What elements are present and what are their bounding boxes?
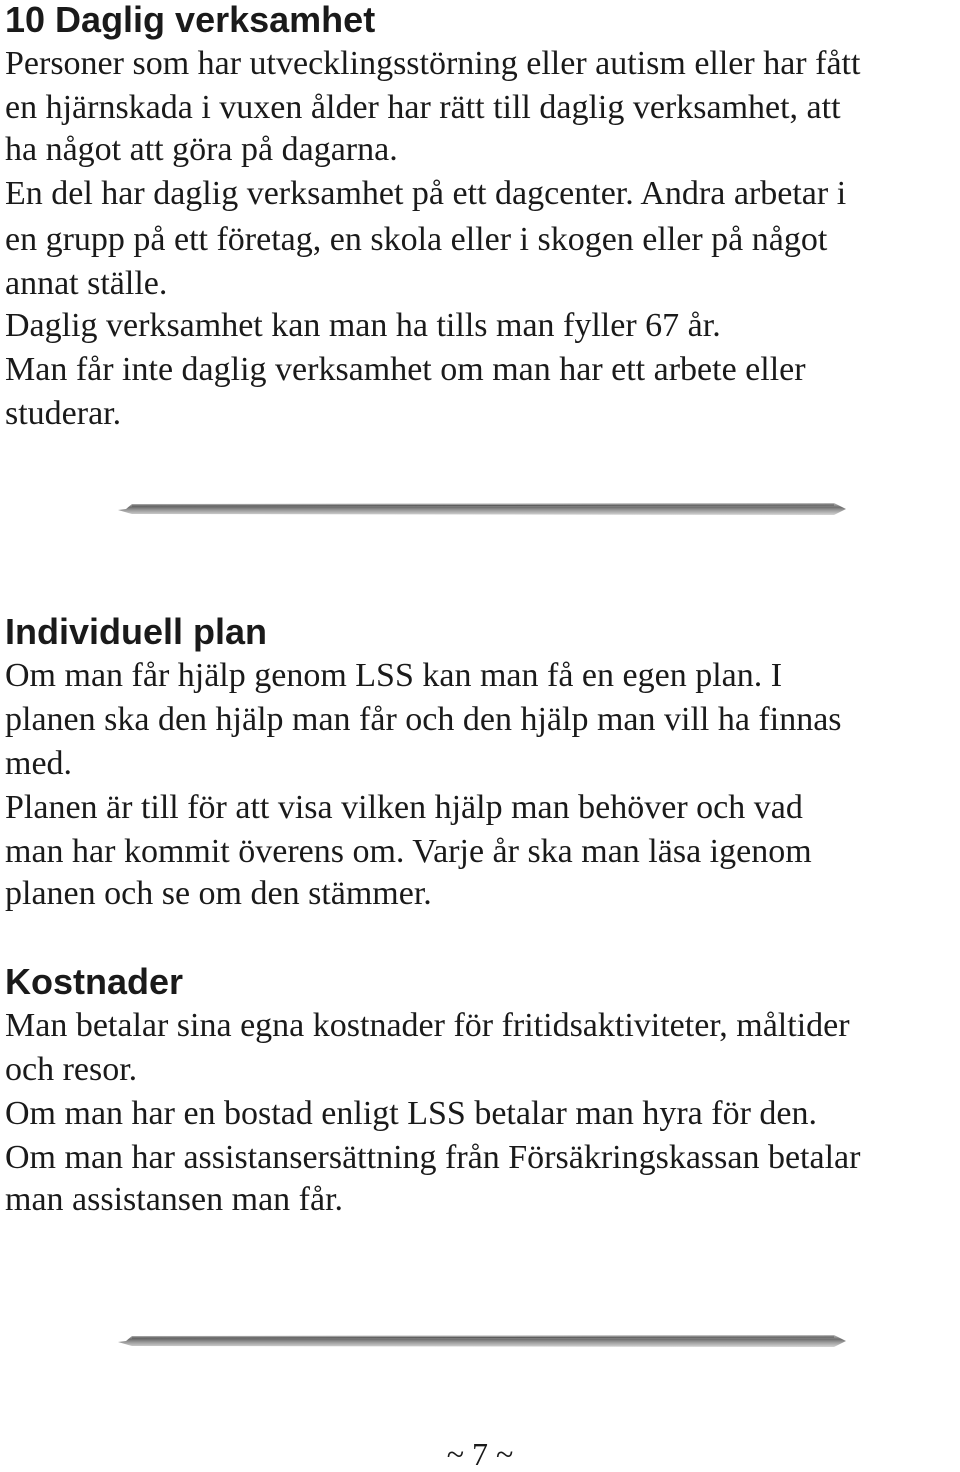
paragraph-line: man assistansen man får.: [5, 1181, 344, 1218]
paragraph-line: annat ställe.: [5, 265, 168, 302]
paragraph-line: En del har daglig verksamhet på ett dagcenter. Andra arbetar i: [5, 175, 847, 212]
paragraph-line: man har kommit överens om. Varje år ska man läsa igenom: [5, 833, 812, 870]
section-heading-kostnader: Kostnader: [5, 961, 184, 1002]
decorative-divider: [118, 1334, 846, 1348]
paragraph-line: Planen är till för att visa vilken hjälp man behöver och vad: [5, 789, 803, 826]
paragraph-line: Om man har assistansersättning från Försäkringskassan betalar: [5, 1139, 861, 1176]
paragraph-line: Personer som har utvecklingsstörning eller autism eller har fått: [5, 45, 861, 82]
page-number: ~ 7 ~: [446, 1436, 514, 1472]
paragraph-line: och resor.: [5, 1051, 138, 1088]
section-heading-individuell-plan: Individuell plan: [5, 611, 268, 652]
paragraph-line: Man betalar sina egna kostnader för fritidsaktiviteter, måltider: [5, 1007, 850, 1044]
paragraph-line: Om man får hjälp genom LSS kan man få en egen plan. I: [5, 657, 783, 694]
paragraph-line: Om man har en bostad enligt LSS betalar man hyra för den.: [5, 1095, 817, 1132]
paragraph-line: en hjärnskada i vuxen ålder har rätt till daglig verksamhet, att: [5, 89, 841, 126]
paragraph-line: planen ska den hjälp man får och den hjälp man vill ha finnas: [5, 701, 842, 738]
paragraph-line: en grupp på ett företag, en skola eller i skogen eller på något: [5, 221, 828, 258]
paragraph-line: med.: [5, 745, 73, 782]
section-heading-daglig-verksamhet: 10 Daglig verksamhet: [5, 0, 376, 40]
paragraph-line: Daglig verksamhet kan man ha tills man fyller 67 år.: [5, 307, 721, 344]
paragraph-line: Man får inte daglig verksamhet om man har ett arbete eller: [5, 351, 806, 388]
paragraph-line: planen och se om den stämmer.: [5, 875, 432, 912]
decorative-divider: [118, 502, 846, 516]
paragraph-line: studerar.: [5, 395, 122, 432]
paragraph-line: ha något att göra på dagarna.: [5, 131, 398, 168]
